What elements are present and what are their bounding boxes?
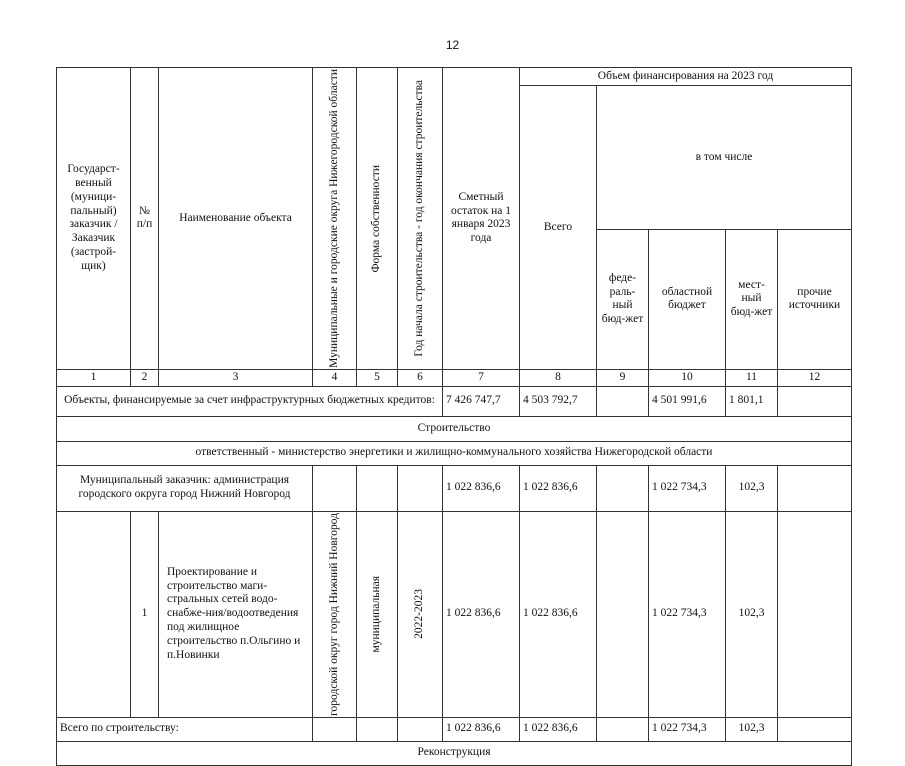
col-number: 4 bbox=[313, 369, 357, 386]
construction-total-regional: 1 022 734,3 bbox=[649, 717, 726, 741]
object-ownership bbox=[357, 511, 398, 717]
table-row-construction-total bbox=[57, 717, 852, 741]
object-estimate: 1 022 836,6 bbox=[443, 511, 520, 717]
col-number: 8 bbox=[520, 369, 597, 386]
header-federal: феде-раль-ный бюд-жет bbox=[597, 229, 649, 369]
responsible-ministry: ответственный - министерство энергетики и жилищно-коммунального хозяйства Нижегородской области bbox=[57, 441, 852, 465]
customer-ownership bbox=[357, 465, 398, 511]
infra-other bbox=[778, 386, 852, 416]
customer-estimate: 1 022 836,6 bbox=[443, 465, 520, 511]
infra-estimate: 7 426 747,7 bbox=[443, 386, 520, 416]
col-number: 1 bbox=[57, 369, 131, 386]
infra-local: 1 801,1 bbox=[726, 386, 778, 416]
header-years bbox=[398, 68, 443, 370]
table-row-object bbox=[57, 511, 852, 717]
section-reconstruction: Реконструкция bbox=[57, 741, 852, 765]
object-num: 1 bbox=[131, 511, 159, 717]
col-number: 11 bbox=[726, 369, 778, 386]
customer-total: 1 022 836,6 bbox=[520, 465, 597, 511]
header-funding-2023: Объем финансирования на 2023 год bbox=[520, 68, 852, 86]
customer-municipality bbox=[313, 465, 357, 511]
construction-total-federal bbox=[597, 717, 649, 741]
object-years bbox=[398, 511, 443, 717]
object-years-text: 2022-2023 bbox=[413, 589, 426, 639]
header-other: прочие источники bbox=[778, 229, 852, 369]
header-including: в том числе bbox=[597, 86, 852, 230]
section-construction: Строительство bbox=[57, 416, 852, 441]
col-number: 2 bbox=[131, 369, 159, 386]
header-total: Всего bbox=[520, 86, 597, 370]
col-number: 9 bbox=[597, 369, 649, 386]
object-federal bbox=[597, 511, 649, 717]
infra-regional: 4 501 991,6 bbox=[649, 386, 726, 416]
object-local: 102,3 bbox=[726, 511, 778, 717]
customer-other bbox=[778, 465, 852, 511]
customer-federal bbox=[597, 465, 649, 511]
header-estimate: Сметный остаток на 1 января 2023 года bbox=[443, 68, 520, 370]
col-number: 5 bbox=[357, 369, 398, 386]
table-row-infra bbox=[57, 386, 852, 416]
header-local: мест-ный бюд-жет bbox=[726, 229, 778, 369]
construction-total-years bbox=[398, 717, 443, 741]
object-name: Проектирование и строительство маги-стральных сетей водо-снабже-ния/водоотведения под жилищное строительство п.Ольгино и п.Новинки bbox=[159, 511, 313, 717]
customer-years bbox=[398, 465, 443, 511]
header-ownership bbox=[357, 68, 398, 370]
infra-federal bbox=[597, 386, 649, 416]
header-municipality bbox=[313, 68, 357, 370]
construction-total-total: 1 022 836,6 bbox=[520, 717, 597, 741]
object-ownership-text: муниципальная bbox=[370, 575, 383, 653]
col-number: 3 bbox=[159, 369, 313, 386]
customer-label: Муниципальный заказчик: администрация городского округа город Нижний Новгород bbox=[57, 465, 313, 511]
header-num: № п/п bbox=[131, 68, 159, 370]
customer-local: 102,3 bbox=[726, 465, 778, 511]
financing-table bbox=[56, 67, 852, 766]
construction-total-other bbox=[778, 717, 852, 741]
header-municipality-text: Муниципальные и городские округа Нижегородской области bbox=[327, 69, 340, 368]
col-number: 7 bbox=[443, 369, 520, 386]
construction-total-label: Всего по строительству: bbox=[57, 717, 313, 741]
infra-label: Объекты, финансируемые за счет инфраструктурных бюджетных кредитов: bbox=[57, 386, 443, 416]
header-customer: Государст-венный (муници-пальный) заказчик / Заказчик (застрой-щик) bbox=[57, 68, 131, 370]
object-total: 1 022 836,6 bbox=[520, 511, 597, 717]
page-number: 12 bbox=[445, 38, 460, 52]
object-municipality bbox=[313, 511, 357, 717]
construction-total-estimate: 1 022 836,6 bbox=[443, 717, 520, 741]
infra-total: 4 503 792,7 bbox=[520, 386, 597, 416]
table-row-customer bbox=[57, 465, 852, 511]
header-object-name: Наименование объекта bbox=[159, 68, 313, 370]
header-years-text: Год начала строительства - год окончания строительства bbox=[413, 80, 426, 357]
construction-total-ownership bbox=[357, 717, 398, 741]
col-number: 10 bbox=[649, 369, 726, 386]
object-customer bbox=[57, 511, 131, 717]
construction-total-local: 102,3 bbox=[726, 717, 778, 741]
object-other bbox=[778, 511, 852, 717]
construction-total-municipality bbox=[313, 717, 357, 741]
object-regional: 1 022 734,3 bbox=[649, 511, 726, 717]
customer-regional: 1 022 734,3 bbox=[649, 465, 726, 511]
header-ownership-text: Форма собственности bbox=[370, 164, 383, 273]
object-municipality-text: городской округ город Нижний Новгород bbox=[327, 512, 340, 716]
col-number: 12 bbox=[778, 369, 852, 386]
header-regional: областной бюджет bbox=[649, 229, 726, 369]
col-number: 6 bbox=[398, 369, 443, 386]
